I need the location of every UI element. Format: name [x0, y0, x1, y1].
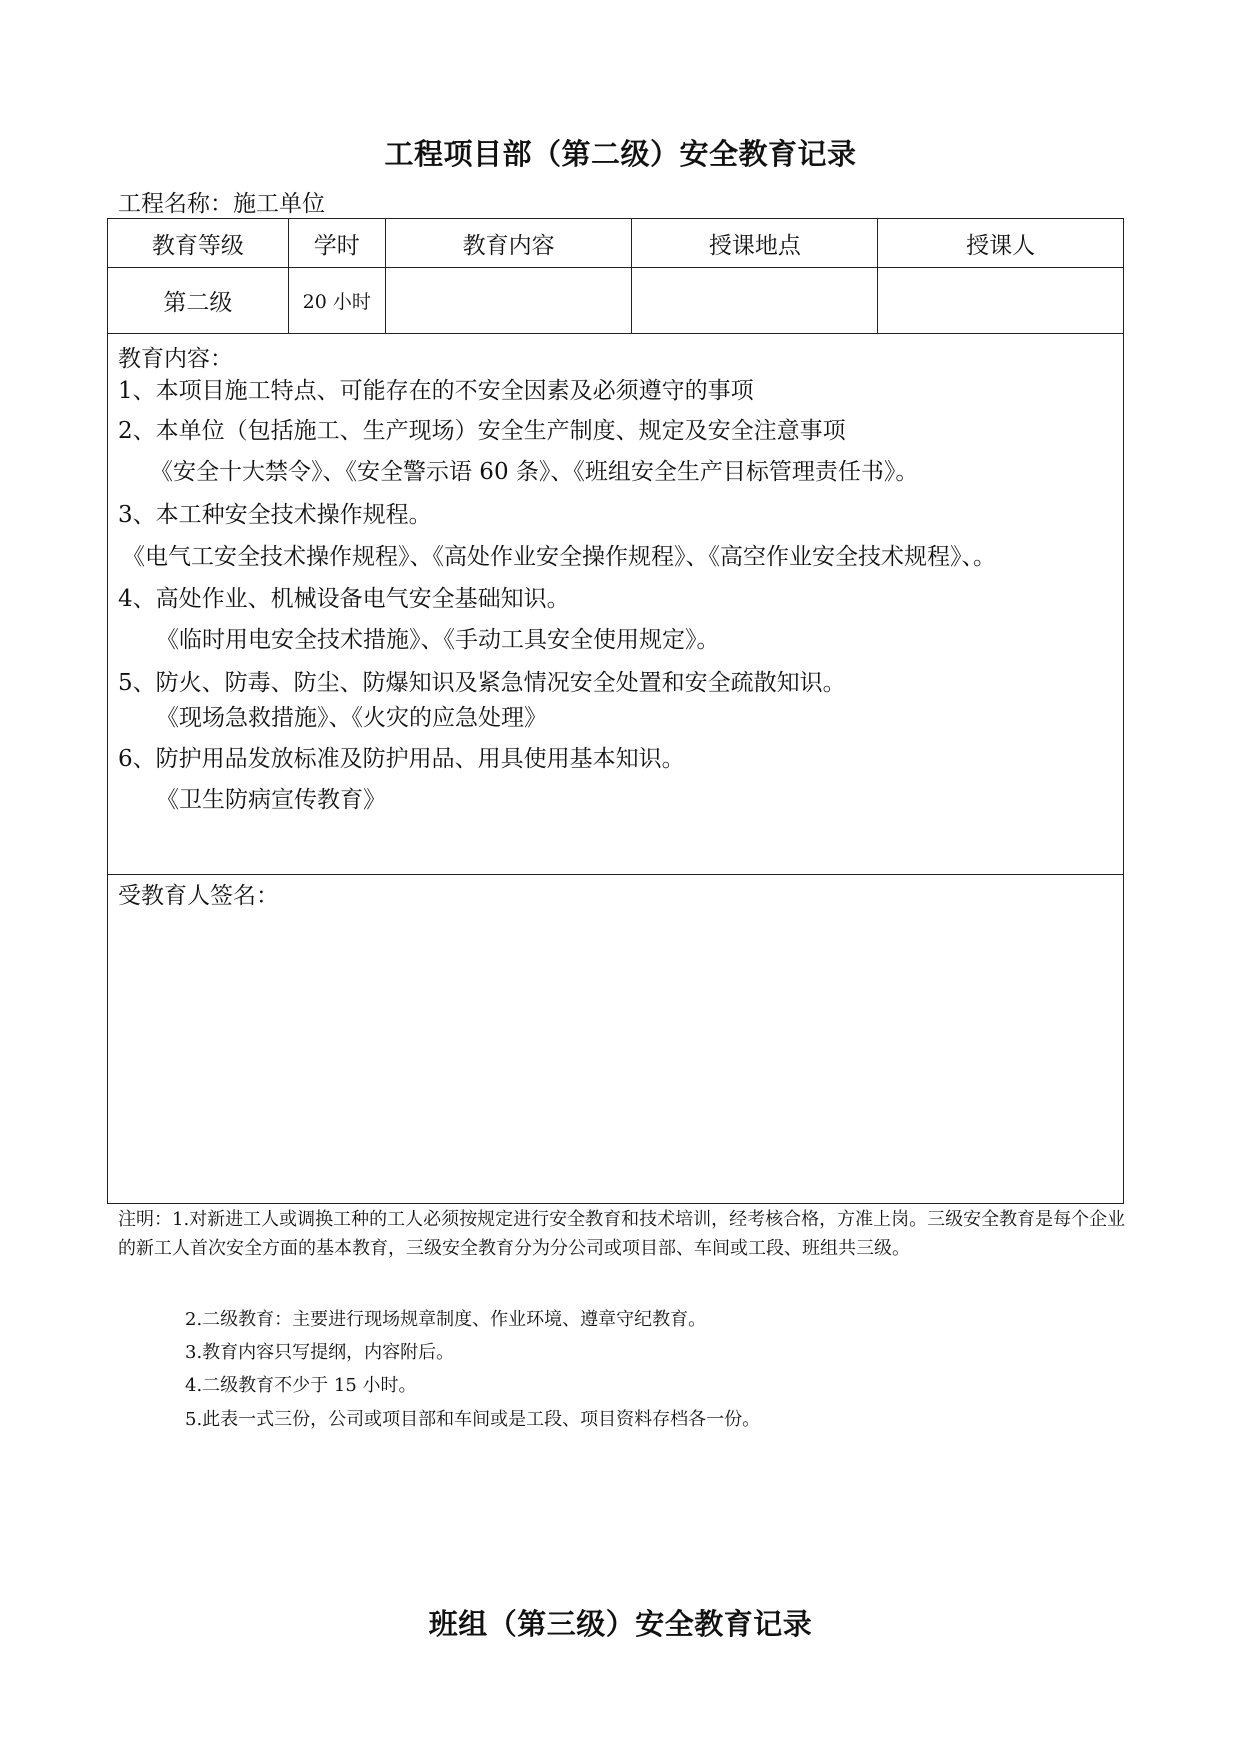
- cell-education-level: 第二级: [108, 268, 289, 334]
- signature-label: 受教育人签名：: [118, 883, 279, 909]
- content-line-11: 《卫生防病宣传教育》: [156, 787, 386, 813]
- content-line-1: 1、本项目施工特点、可能存在的不安全因素及必须遵守的事项: [118, 378, 754, 404]
- header-education-content: 教育内容: [385, 219, 632, 268]
- content-line-5: 《电气工安全技术操作规程》、《高处作业安全操作规程》、《高空作业安全技术规程》、。: [122, 544, 996, 570]
- header-venue: 授课地点: [632, 219, 878, 268]
- content-line-3: 《安全十大禁令》、《安全警示语 60 条》、《班组安全生产目标管理责任书》。: [150, 459, 919, 485]
- note-5: 5.此表一式三份，公司或项目部和车间或是工段、项目资料存档各一份。: [185, 1409, 761, 1430]
- content-line-2: 2、本单位（包括施工、生产现场）安全生产制度、规定及安全注意事项: [118, 418, 846, 444]
- cell-instructor[interactable]: [878, 268, 1124, 334]
- cell-hours: 20 小时: [288, 268, 385, 334]
- note-3: 3.教育内容只写提纲，内容附后。: [185, 1342, 455, 1363]
- content-line-7: 《临时用电安全技术措施》、《手动工具安全使用规定》。: [156, 627, 720, 653]
- content-line-10: 6、防护用品发放标准及防护用品、用具使用基本知识。: [118, 746, 685, 772]
- content-label: 教育内容：: [118, 346, 233, 372]
- note-1: 注明：1.对新进工人或调换工种的工人必须按规定进行安全教育和技术培训，经考核合格，方准上岗。三级安全教育是每个企业的新工人首次安全方面的基本教育，三级安全教育分为分公司或项目部、车间或工段、班组共三级。: [118, 1209, 1126, 1259]
- content-line-8: 5、防火、防毒、防尘、防爆知识及紧急情况安全处置和安全疏散知识。: [118, 670, 846, 696]
- content-line-9: 《现场急救措施》、《火灾的应急处理》: [156, 705, 547, 731]
- table-row: [108, 268, 1124, 334]
- note-2: 2.二级教育：主要进行现场规章制度、作业环境、遵章守纪教育。: [185, 1309, 707, 1330]
- note-4: 4.二级教育不少于 15 小时。: [185, 1375, 417, 1396]
- signature-box[interactable]: [107, 874, 1124, 1204]
- content-line-4: 3、本工种安全技术操作规程。: [118, 502, 432, 528]
- next-page-title: 班组（第三级）安全教育记录: [428, 1607, 813, 1641]
- cell-education-content[interactable]: [385, 268, 632, 334]
- header-instructor: 授课人: [878, 219, 1124, 268]
- table-header-row: [108, 219, 1124, 268]
- cell-venue[interactable]: [632, 268, 878, 334]
- header-hours: 学时: [288, 219, 385, 268]
- project-name-line: 工程名称：施工单位: [118, 191, 325, 217]
- page-title: 工程项目部（第二级）安全教育记录: [384, 137, 857, 171]
- header-education-level: 教育等级: [108, 219, 289, 268]
- content-line-6: 4、高处作业、机械设备电气安全基础知识。: [118, 586, 570, 612]
- education-info-table: [107, 218, 1124, 334]
